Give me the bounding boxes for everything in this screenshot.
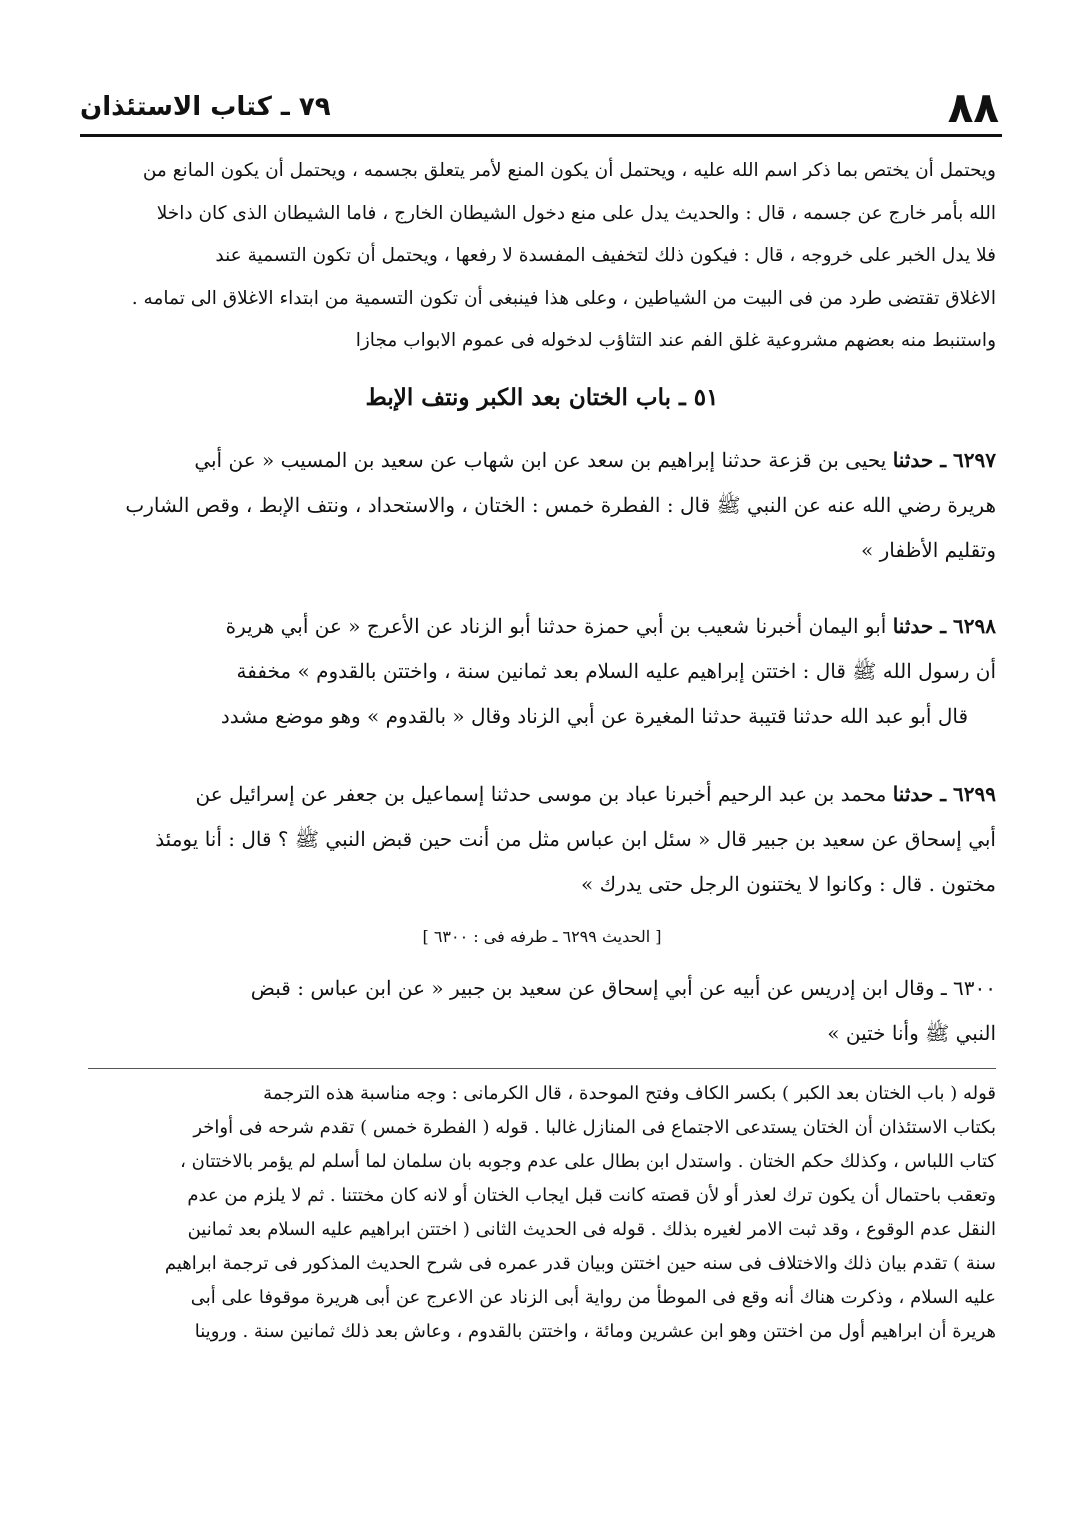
text-line: أبي إسحاق عن سعيد بن جبير قال « سئل ابن عباس مثل من أنت حين قبض النبي ﷺ ؟ قال : أنا يومئذ	[155, 827, 996, 851]
text-line: سنة ) تقدم بيان ذلك والاختلاف فى سنه حين اختتن وبيان قدر عمره فى شرح الحديث المذكور فى ترجمة ابراهيم	[164, 1253, 996, 1274]
running-title: ٧٩ ـ كتاب الاستئذان	[80, 92, 331, 122]
text-line: ويحتمل أن يختص بما ذكر اسم الله عليه ، ويحتمل أن يكون المنع لأمر يتعلق بجسمه ، ويحتمل أن يكون المانع من	[142, 160, 996, 181]
hadith-6298	[80, 604, 996, 739]
page-number: ٨٨	[947, 82, 999, 132]
intro-paragraph	[80, 150, 996, 363]
hadith-6300	[80, 966, 996, 1056]
text-line	[80, 604, 996, 649]
hadith-text: أبو اليمان أخبرنا شعيب بن أبي حمزة حدثنا أبو الزناد عن الأعرج « عن أبي هريرة	[225, 614, 887, 638]
hadith-lead: ٦٢٩٨ ـ حدثنا	[892, 614, 996, 638]
text-line: الاغلاق تقتضى طرد من فى البيت من الشياطين ، وعلى هذا فينبغى أن تكون التسمية من ابتداء الاغلاق الى تمامه .	[131, 287, 996, 309]
text-line: النبي ﷺ وأنا ختين »	[827, 1021, 996, 1045]
hadith-lead: ٦٢٩٧ ـ حدثنا	[892, 448, 996, 472]
text-line: كتاب اللباس ، وكذلك حكم الختان . واستدل ابن بطال على عدم وجوبه بان سلمان لما أسلم لم يؤمر بالاختتان ،	[180, 1151, 996, 1172]
text-line: النقل عدم الوقوع ، وقد ثبت الامر لغيره بذلك . قوله فى الحديث الثانى ( اختتن ابراهيم عليه السلام بعد ثمانين	[187, 1219, 996, 1240]
text-line: هريرة رضي الله عنه عن النبي ﷺ قال : الفطرة خمس : الختان ، والاستحداد ، ونتف الإبط ، وقص الشارب	[125, 493, 996, 517]
text-line: الله بأمر خارج عن جسمه ، قال : والحديث يدل على منع دخول الشيطان الخارج ، فاما الشيطان الذى كان داخلا	[156, 202, 996, 224]
section-divider	[88, 1068, 996, 1069]
chapter-heading: ٥١ ـ باب الختان بعد الكبر ونتف الإبط	[365, 384, 719, 411]
text-line	[80, 772, 996, 817]
text-line: واستنبط منه بعضهم مشروعية غلق الفم عند التثاؤب لدخوله فى عموم الابواب مجازا	[355, 330, 996, 351]
text-line: وتعقب باحتمال أن يكون ترك لعذر أو لأن قصته كانت قبل ايجاب الختان أو لانه كان مختتنا . ثم لا يلزم من عدم	[187, 1185, 996, 1206]
text-line: بكتاب الاستئذان أن الختان يستدعى الاجتماع فى المنازل غالبا . قوله ( الفطرة خمس ) تقدم شرحه فى أواخر	[193, 1117, 996, 1138]
hadith-cross-reference: [ الحديث ٦٢٩٩ ـ طرفه فى : ٦٣٠٠ ]	[422, 927, 662, 946]
header-divider	[80, 134, 1002, 137]
text-line: عليه السلام ، وذكرت هناك أنه وقع فى الموطأ من رواية أبى الزناد عن الاعرج عن أبى هريرة موقوفا على أبى	[190, 1287, 996, 1308]
text-line: ٦٣٠٠ ـ وقال ابن إدريس عن أبيه عن أبي إسحاق عن سعيد بن جبير « عن ابن عباس : قبض	[250, 976, 996, 1000]
text-line: فلا يدل الخبر على خروجه ، قال : فيكون ذلك لتخفيف المفسدة لا رفعها ، ويحتمل أن تكون التسمية عند	[215, 245, 996, 266]
text-line: مختون . قال : وكانوا لا يختنون الرجل حتى يدرك »	[581, 872, 996, 896]
text-line	[80, 438, 996, 483]
page-header	[80, 82, 999, 132]
text-line: قوله ( باب الختان بعد الكبر ) بكسر الكاف وفتح الموحدة ، قال الكرمانى : وجه مناسبة هذه الترجمة	[263, 1083, 996, 1104]
hadith-text: يحيى بن قزعة حدثنا إبراهيم بن سعد عن ابن شهاب عن سعيد بن المسيب « عن أبي	[194, 448, 887, 472]
text-line: قال أبو عبد الله حدثنا قتيبة حدثنا المغيرة عن أبي الزناد وقال « بالقدوم » وهو موضع مشدد	[220, 704, 968, 728]
text-line: أن رسول الله ﷺ قال : اختتن إبراهيم عليه السلام بعد ثمانين سنة ، واختتن بالقدوم » مخففة	[236, 659, 996, 683]
commentary-paragraph	[80, 1077, 996, 1349]
hadith-6297	[80, 438, 996, 573]
text-line: هريرة أن ابراهيم أول من اختتن وهو ابن عشرين ومائة ، واختتن بالقدوم ، وعاش بعد ذلك ثمانين سنة . وروينا	[194, 1321, 996, 1342]
hadith-text: محمد بن عبد الرحيم أخبرنا عباد بن موسى حدثنا إسماعيل بن جعفر عن إسرائيل عن	[195, 782, 887, 806]
hadith-6299	[80, 772, 996, 907]
hadith-lead: ٦٢٩٩ ـ حدثنا	[892, 782, 996, 806]
text-line: وتقليم الأظفار »	[860, 538, 996, 562]
